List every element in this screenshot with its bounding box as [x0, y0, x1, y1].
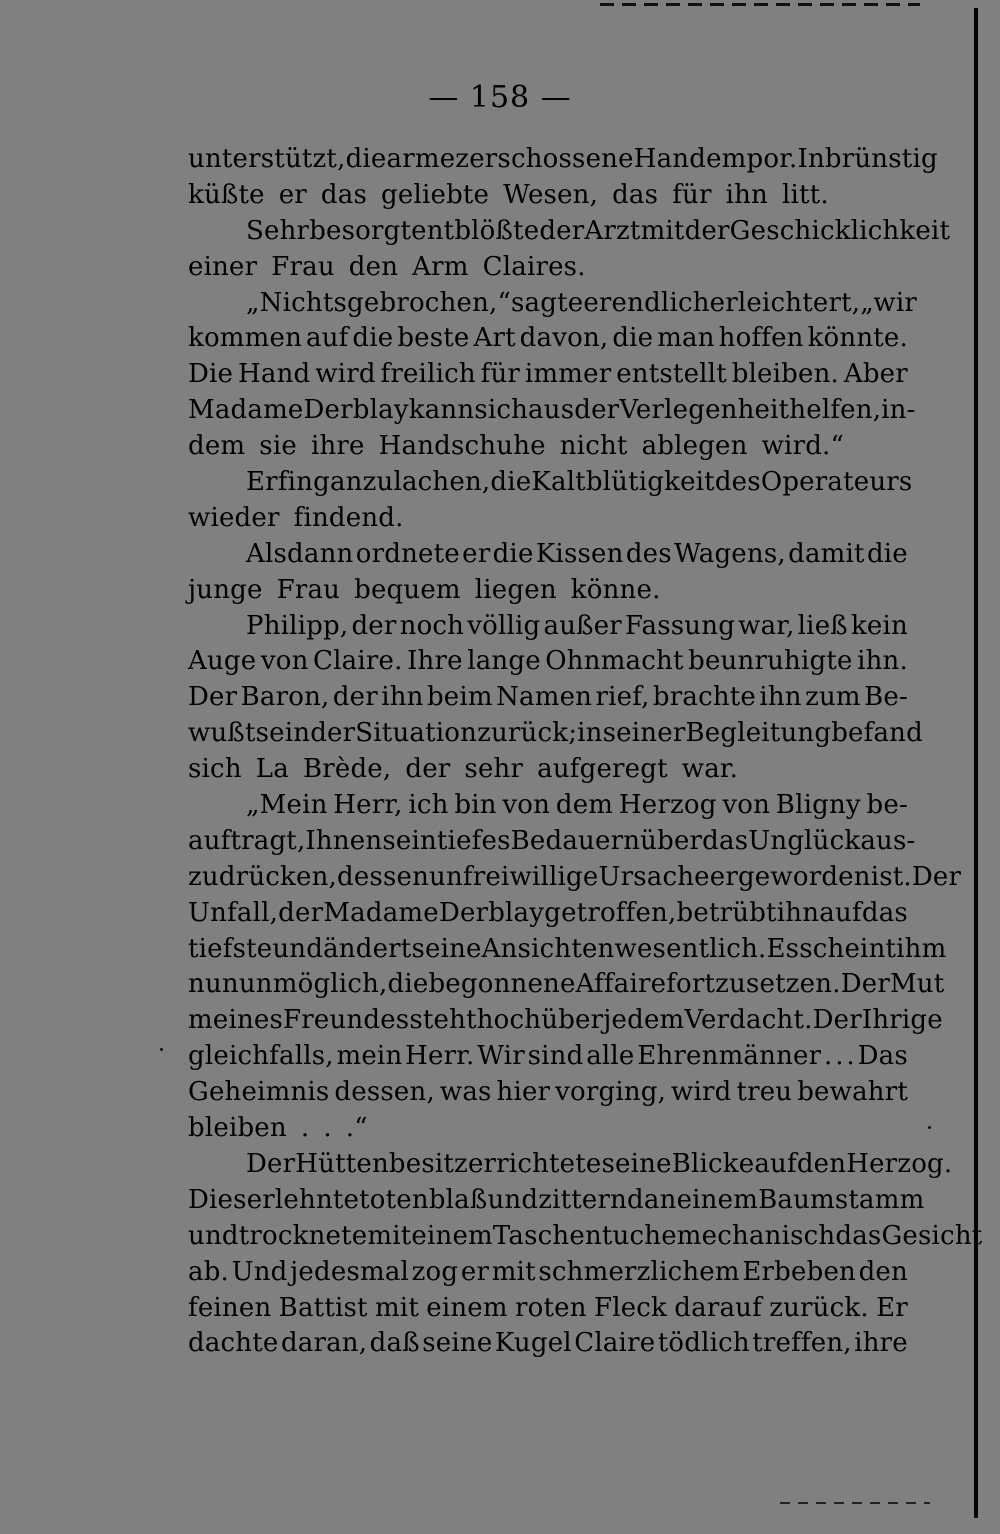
text-line: Der Baron, der ihn beim Namen rief, brachte ihn zum Be-: [188, 682, 908, 713]
text-line: dem sie ihre Handschuhe nicht ablegen wird.“: [188, 431, 844, 462]
text-line: und trocknete mit einem Taschentuche mechanisch das Gesicht: [188, 1220, 983, 1251]
text-line: zudrücken, dessen unfreiwillige Ursache er geworden ist. Der: [188, 861, 962, 892]
scan-edge-right: [974, 8, 978, 1518]
text-line: „Nichts gebrochen,“ sagte er endlich erleichtert, „wir: [246, 287, 918, 318]
text-line: wußtsein der Situation zurück; in seiner Begleitung befand: [188, 718, 923, 749]
scan-edge-bottom: [780, 1502, 930, 1504]
text-line: junge Frau bequem liegen könne.: [188, 574, 661, 605]
text-line: dachte daran, daß seine Kugel Claire tödlich treffen, ihre: [188, 1328, 908, 1359]
text-line: sich La Brède, der sehr aufgeregt war.: [188, 754, 739, 785]
text-line: Unfall, der Madame Derblay getroffen, betrübt ihn auf das: [188, 897, 908, 928]
text-line: bleiben . . .“: [188, 1113, 368, 1144]
body-text: [188, 142, 983, 1362]
text-line: meines Freundes steht hoch über jedem Verdacht. Der Ihrige: [188, 1005, 943, 1036]
text-line: wieder findend.: [188, 502, 404, 533]
page-number: — 158 —: [428, 80, 572, 115]
text-line: küßte er das geliebte Wesen, das für ihn litt.: [188, 179, 829, 210]
text-line: Die Hand wird freilich für immer entstellt bleiben. Aber: [188, 359, 908, 390]
text-line: unterstützt, die arme zerschossene Hand empor. Inbrünstig: [188, 144, 938, 174]
text-line: nun unmöglich, die begonnene Affaire fortzusetzen. Der Mut: [188, 969, 945, 1000]
text-line: auftragt, Ihnen sein tiefes Bedauern über das Unglück aus-: [188, 825, 916, 856]
scan-speck: [160, 1048, 163, 1051]
text-line: tiefste und ändert seine Ansichten wesentlich. Es scheint ihm: [188, 933, 947, 964]
text-line: Er fing an zu lachen, die Kaltblütigkeit des Operateurs: [246, 467, 913, 498]
text-line: Der Hüttenbesitzer richtete seine Blicke auf den Herzog.: [246, 1148, 953, 1179]
text-line: ab. Und jedesmal zog er mit schmerzlichem Erbeben den: [188, 1256, 908, 1287]
text-line: feinen Battist mit einem roten Fleck darauf zurück. Er: [188, 1292, 908, 1323]
text-line: Philipp, der noch völlig außer Fassung war, ließ kein: [246, 610, 908, 641]
text-line: Sehr besorgt entblößte der Arzt mit der Geschicklichkeit: [246, 215, 951, 246]
text-line: einer Frau den Arm Claires.: [188, 251, 586, 282]
scan-speck: [928, 1126, 931, 1129]
text-line: gleichfalls, mein Herr. Wir sind alle Ehrenmänner . . . Das: [188, 1041, 908, 1072]
text-line: „Mein Herr, ich bin von dem Herzog von Bligny be-: [246, 790, 908, 821]
scan-edge-top: [600, 3, 920, 6]
text-line: Dieser lehnte totenblaß und zitternd an einem Baumstamm: [188, 1184, 925, 1215]
text-line: kommen auf die beste Art davon, die man hoffen könnte.: [188, 323, 908, 354]
text-line: Auge von Claire. Ihre lange Ohnmacht beunruhigte ihn.: [188, 646, 908, 677]
text-line: Geheimnis dessen, was hier vorging, wird treu bewahrt: [188, 1077, 908, 1108]
text-line: Madame Derblay kann sich aus der Verlegenheit helfen, in-: [188, 395, 916, 426]
text-line: Alsdann ordnete er die Kissen des Wagens, damit die: [246, 538, 908, 569]
